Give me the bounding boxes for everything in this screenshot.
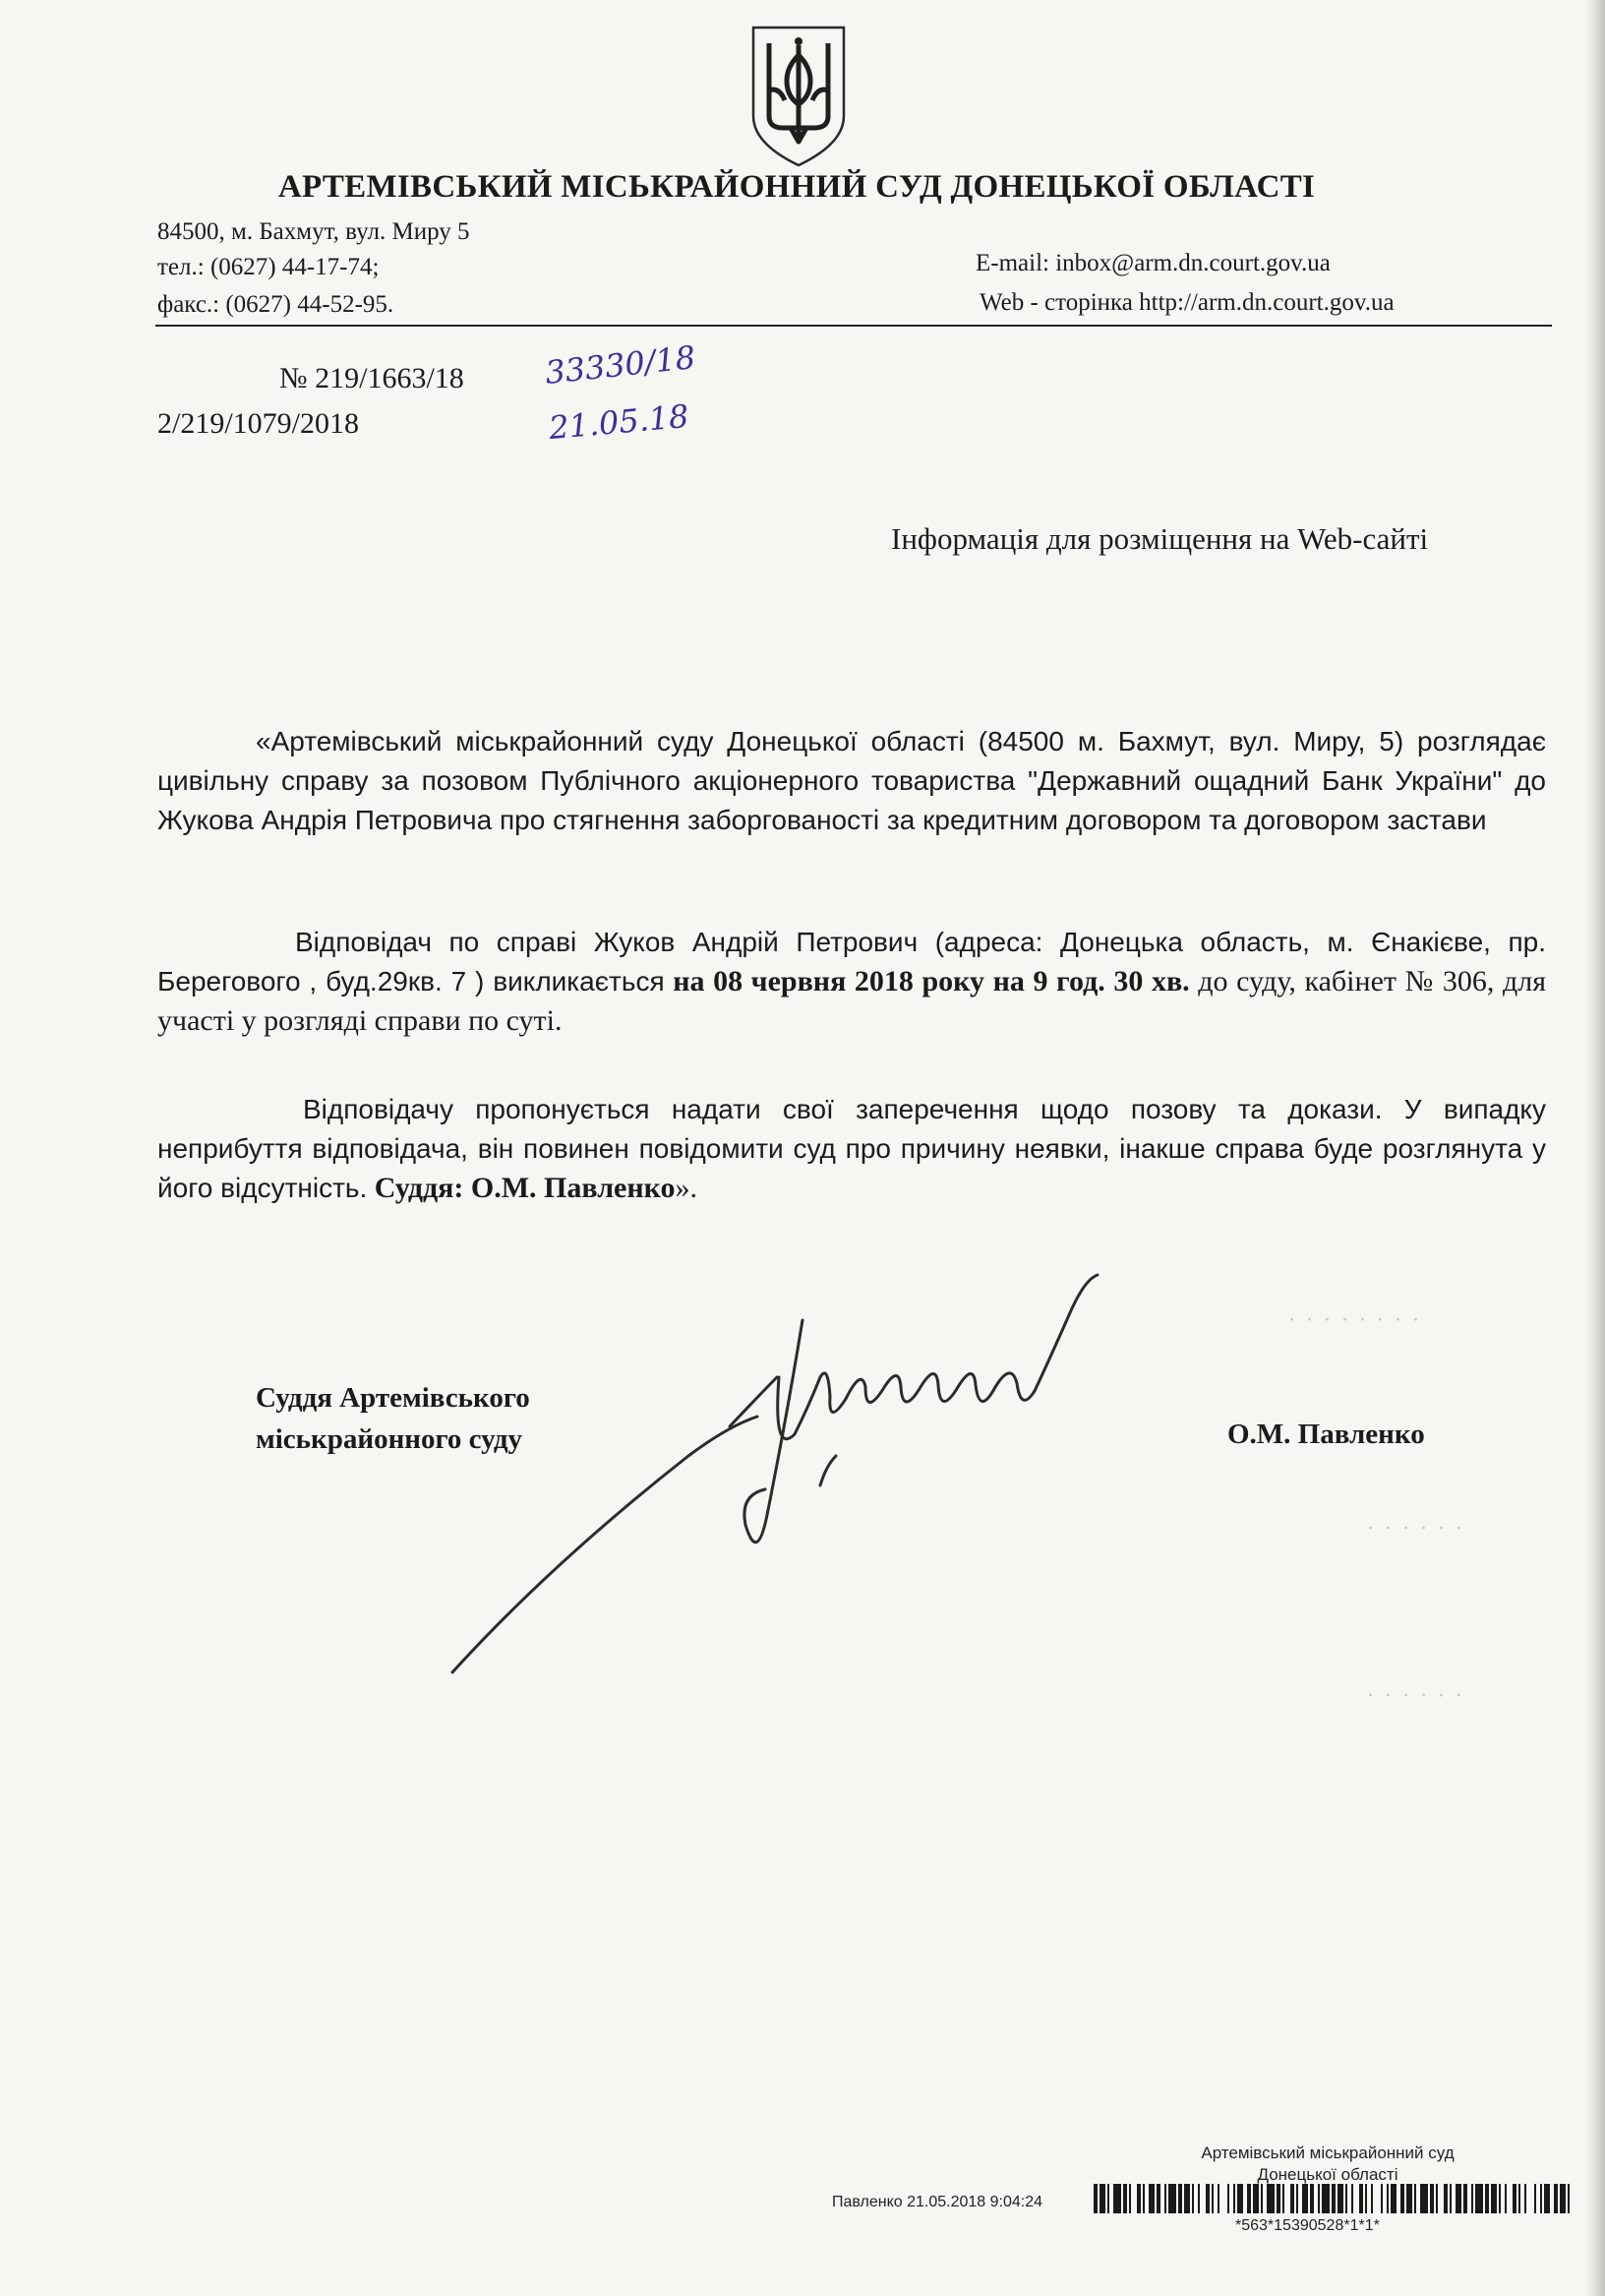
paragraph-case-description [157,722,1546,840]
outgoing-number: № 219/1663/18 [279,362,464,394]
barcode-bar [1560,2184,1566,2213]
handwritten-registration-number: 33330/18 [543,338,697,392]
barcode-bar [1113,2184,1121,2213]
barcode-bar [1414,2184,1416,2213]
barcode-bar [1345,2184,1347,2213]
registry-user-timestamp: Павленко 21.05.2018 9:04:24 [832,2194,1043,2210]
barcode-bar [1123,2184,1127,2213]
barcode-bar [1322,2184,1330,2213]
barcode-bar [1475,2184,1483,2213]
barcode-bar [1430,2184,1434,2213]
barcode-bar [1178,2184,1182,2213]
court-email: E-mail: inbox@arm.dn.court.gov.ua [976,250,1331,276]
signatory-name: О.М. Павленко [1227,1419,1425,1450]
barcode-bar [1524,2184,1526,2213]
barcode-bar [1359,2184,1363,2213]
barcode-bar [1513,2184,1516,2213]
barcode-bar [1129,2184,1131,2213]
barcode-bar [1290,2184,1294,2213]
signatory-title-line: міськрайонного суду [256,1423,523,1455]
barcode-bar [1491,2184,1497,2213]
barcode-bar [1168,2184,1176,2213]
barcode-bar [1206,2184,1210,2213]
bleed-through-text: · · · · · · [1367,1684,1464,1709]
barcode-bar [1282,2184,1284,2213]
barcode-bar [1456,2184,1461,2213]
barcode-bar [1212,2184,1214,2213]
barcode-bar [1157,2184,1160,2213]
registry-court-line: Донецької області [1257,2165,1398,2184]
barcode-bar [1094,2184,1098,2213]
barcode-bar [1518,2184,1520,2213]
scan-edge-shadow [1585,0,1605,2296]
barcode-bar [1463,2184,1467,2213]
paragraph-text: «Артемівський міськрайонний суду Донецької області (84500 м. Бахмут, вул. Миру, 5) розглядає цивільну справу за позовом Публічного акціонерного товариства "Державний ощадний Банк України" до Жукова Андрія Петровича про стягнення заборгованості за кредитним договором та договором застави [157,726,1546,835]
registry-stamp-court [1180,2143,1475,2186]
barcode-bar [1365,2184,1367,2213]
barcode-bar [1406,2184,1412,2213]
barcode-bar [1267,2184,1275,2213]
document-subject: Інформація для розміщення на Web-сайті [891,521,1429,556]
barcode-bar [1387,2184,1389,2213]
barcode-bar [1505,2184,1507,2213]
barcode-bar [1499,2184,1501,2213]
case-number: 2/219/1079/2018 [157,407,360,440]
barcode-bar [1233,2184,1235,2213]
barcode-bar [1100,2184,1105,2213]
barcode-bar [1420,2184,1428,2213]
barcode-bar [1296,2184,1298,2213]
barcode-number: *563*15390528*1*1* [1235,2217,1380,2234]
barcode-bar [1164,2184,1166,2213]
barcode-icon [1094,2184,1572,2213]
barcode-bar [1544,2184,1550,2213]
court-fax: факс.: (0627) 44-52-95. [157,291,394,318]
court-address: 84500, м. Бахмут, вул. Миру 5 [157,218,470,245]
barcode-bar [1450,2184,1452,2213]
paragraph-text: до суду, кабінет № 306, для участі у розгляді справи по суті. [157,965,1547,1037]
barcode-bar [1554,2184,1558,2213]
barcode-bar [1351,2184,1353,2213]
closing-quote: ». [675,1172,698,1204]
barcode-bar [1227,2184,1229,2213]
barcode-bar [1253,2184,1259,2213]
barcode-bar [1302,2184,1308,2213]
barcode-bar [1568,2184,1570,2213]
barcode-bar [1310,2184,1314,2213]
barcode-bar [1184,2184,1190,2213]
court-website: Web - сторінка http://arm.dn.court.gov.ua [980,289,1395,316]
barcode-bar [1338,2184,1343,2213]
signatory-title-line: Суддя Артемівського [256,1382,530,1414]
barcode-bar [1261,2184,1263,2213]
barcode-bar [1371,2184,1373,2213]
barcode-bar [1318,2184,1320,2213]
court-phone: тел.: (0627) 44-17-74; [157,254,380,280]
bleed-through-text: · · · · · · [1367,1517,1464,1541]
barcode-bar [1218,2184,1219,2213]
paragraph-instructions [157,1090,1546,1208]
barcode-bar [1143,2184,1145,2213]
barcode-bar [1247,2184,1251,2213]
barcode-bar [1149,2184,1155,2213]
barcode-bar [1534,2184,1536,2213]
barcode-bar [1332,2184,1336,2213]
barcode-bar [1485,2184,1489,2213]
registry-court-line: Артемівський міськрайонний суд [1201,2144,1455,2162]
paragraph-text: Відповідачу пропонується надати свої заперечення щодо позову та докази. У випадку неприбуття відповідача, він повинен повідомити суд про причину неявки, інакше справа буде розглянута у його відсутність. [157,1094,1546,1203]
barcode-bar [1400,2184,1404,2213]
handwritten-signature-icon [433,1269,1121,1702]
paragraph-summons [157,923,1546,1041]
header-divider [155,325,1552,327]
barcode-bar [1391,2184,1397,2213]
barcode-bar [1107,2184,1109,2213]
barcode-bar [1540,2184,1542,2213]
court-name-heading: АРТЕМІВСЬКИЙ МІСЬКРАЙОННИЙ СУД ДОНЕЦЬКОЇ ОБЛАСТІ [277,169,1316,205]
hearing-datetime: на 08 червня 2018 року на 9 год. 30 хв. [673,965,1190,997]
barcode-bar [1192,2184,1194,2213]
barcode-bar [1471,2184,1473,2213]
barcode-bar [1444,2184,1448,2213]
barcode-bar [1381,2184,1383,2213]
judge-reference: Суддя: О.М. Павленко [374,1172,676,1204]
barcode-bar [1237,2184,1243,2213]
paragraph-text: Відповідач по справі Жуков Андрій Петрович (адреса: Донецька область, м. Єнакієве, пр. Берегового , буд.29кв. 7 ) викликається [157,927,1546,997]
barcode-bar [1137,2184,1141,2213]
barcode-bar [1198,2184,1200,2213]
barcode-bar [1436,2184,1438,2213]
barcode-bar [1277,2184,1280,2213]
bleed-through-text: · · · · · · · · [1288,1308,1421,1333]
trident-coat-of-arms-icon [740,22,858,169]
handwritten-registration-date: 21.05.18 [547,396,690,448]
